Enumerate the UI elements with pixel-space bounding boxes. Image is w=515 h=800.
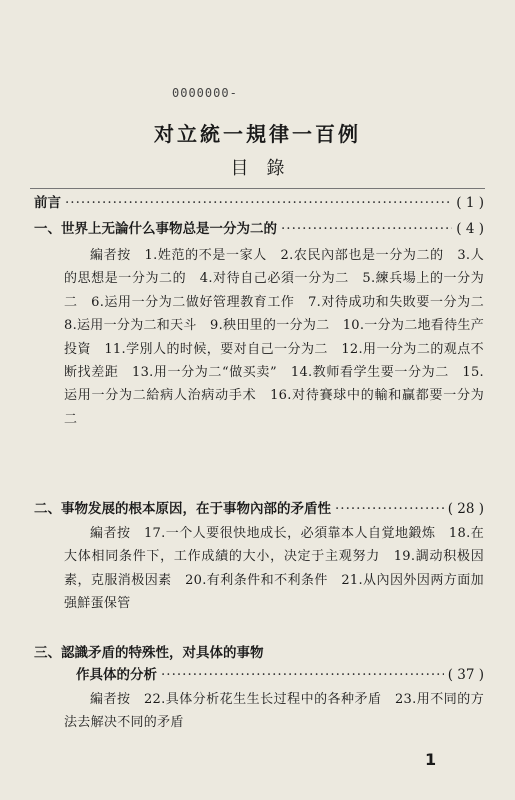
toc-entry-preface [34, 192, 484, 214]
toc-entry-label: 前言 [34, 195, 61, 211]
page-folio: 1 [425, 750, 437, 769]
leader-dots [335, 498, 444, 520]
toc-entry-section-1 [34, 218, 484, 240]
page-top-mark: 0000000- [172, 86, 238, 100]
toc-entry-label: 二、事物发展的根本原因，在于事物內部的矛盾性 [34, 501, 331, 517]
toc-page-number: ( 28 ) [447, 501, 484, 517]
toc-entry-section-2 [34, 498, 484, 520]
section-3-items: 編者按 22.具体分析花生生长过程中的各种矛盾 23.用不同的方法去解决不同的矛盾 [64, 692, 484, 731]
toc-heading: 目錄 [230, 158, 303, 179]
leader-dots [161, 664, 444, 686]
toc-entry-label-cont: 作具体的分析 [76, 667, 157, 683]
heading-rule [30, 188, 485, 189]
section-1-items: 編者按 1.姓范的不是一家人 2.农民內部也是一分为二的 3.人的思想是一分为二的 4.对待自己必須一分为二 5.練兵場上的一分为二 6.运用一分为二做好管理教育工作 7.对待成功和失敗要一分为二 8.运用一分为二和天斗 9.秧田里的一分为二 10.一分为二地看待生产投資 11.学別人的时候，要对自己一分为二 12.用一分为二的观点不断找差距 13.用一分为二“做买卖” 14.教师看学生要一分为二 15.运用一分为二給病人治病动手术 16.对待賽球中的輸和贏都要一分为二 [64, 248, 498, 427]
book-title: 对立統一規律一百例 [154, 122, 361, 146]
section-2-items: 編者按 17.一个人要很快地成长，必須靠本人自覚地鍛炼 18.在大体相同条件下，工作成績的大小，决定于主观努力 19.調动积极因素，克服消极因素 20.有利条件和不利条件 21.从內因外因两方面加强鮮蛋保管 [64, 526, 484, 612]
toc-entry-section-3 [34, 642, 484, 664]
toc-entry-section-3-cont [76, 664, 484, 686]
toc-page-number: ( 1 ) [456, 195, 484, 211]
leader-dots [281, 218, 452, 240]
toc-entry-label: 一、世界上无論什么事物总是一分为二的 [34, 221, 277, 237]
toc-page-number: ( 37 ) [447, 667, 484, 683]
leader-dots [65, 192, 452, 214]
toc-entry-label: 三、認識矛盾的特殊性，对具体的事物 [34, 645, 264, 661]
toc-page-number: ( 4 ) [456, 221, 484, 237]
